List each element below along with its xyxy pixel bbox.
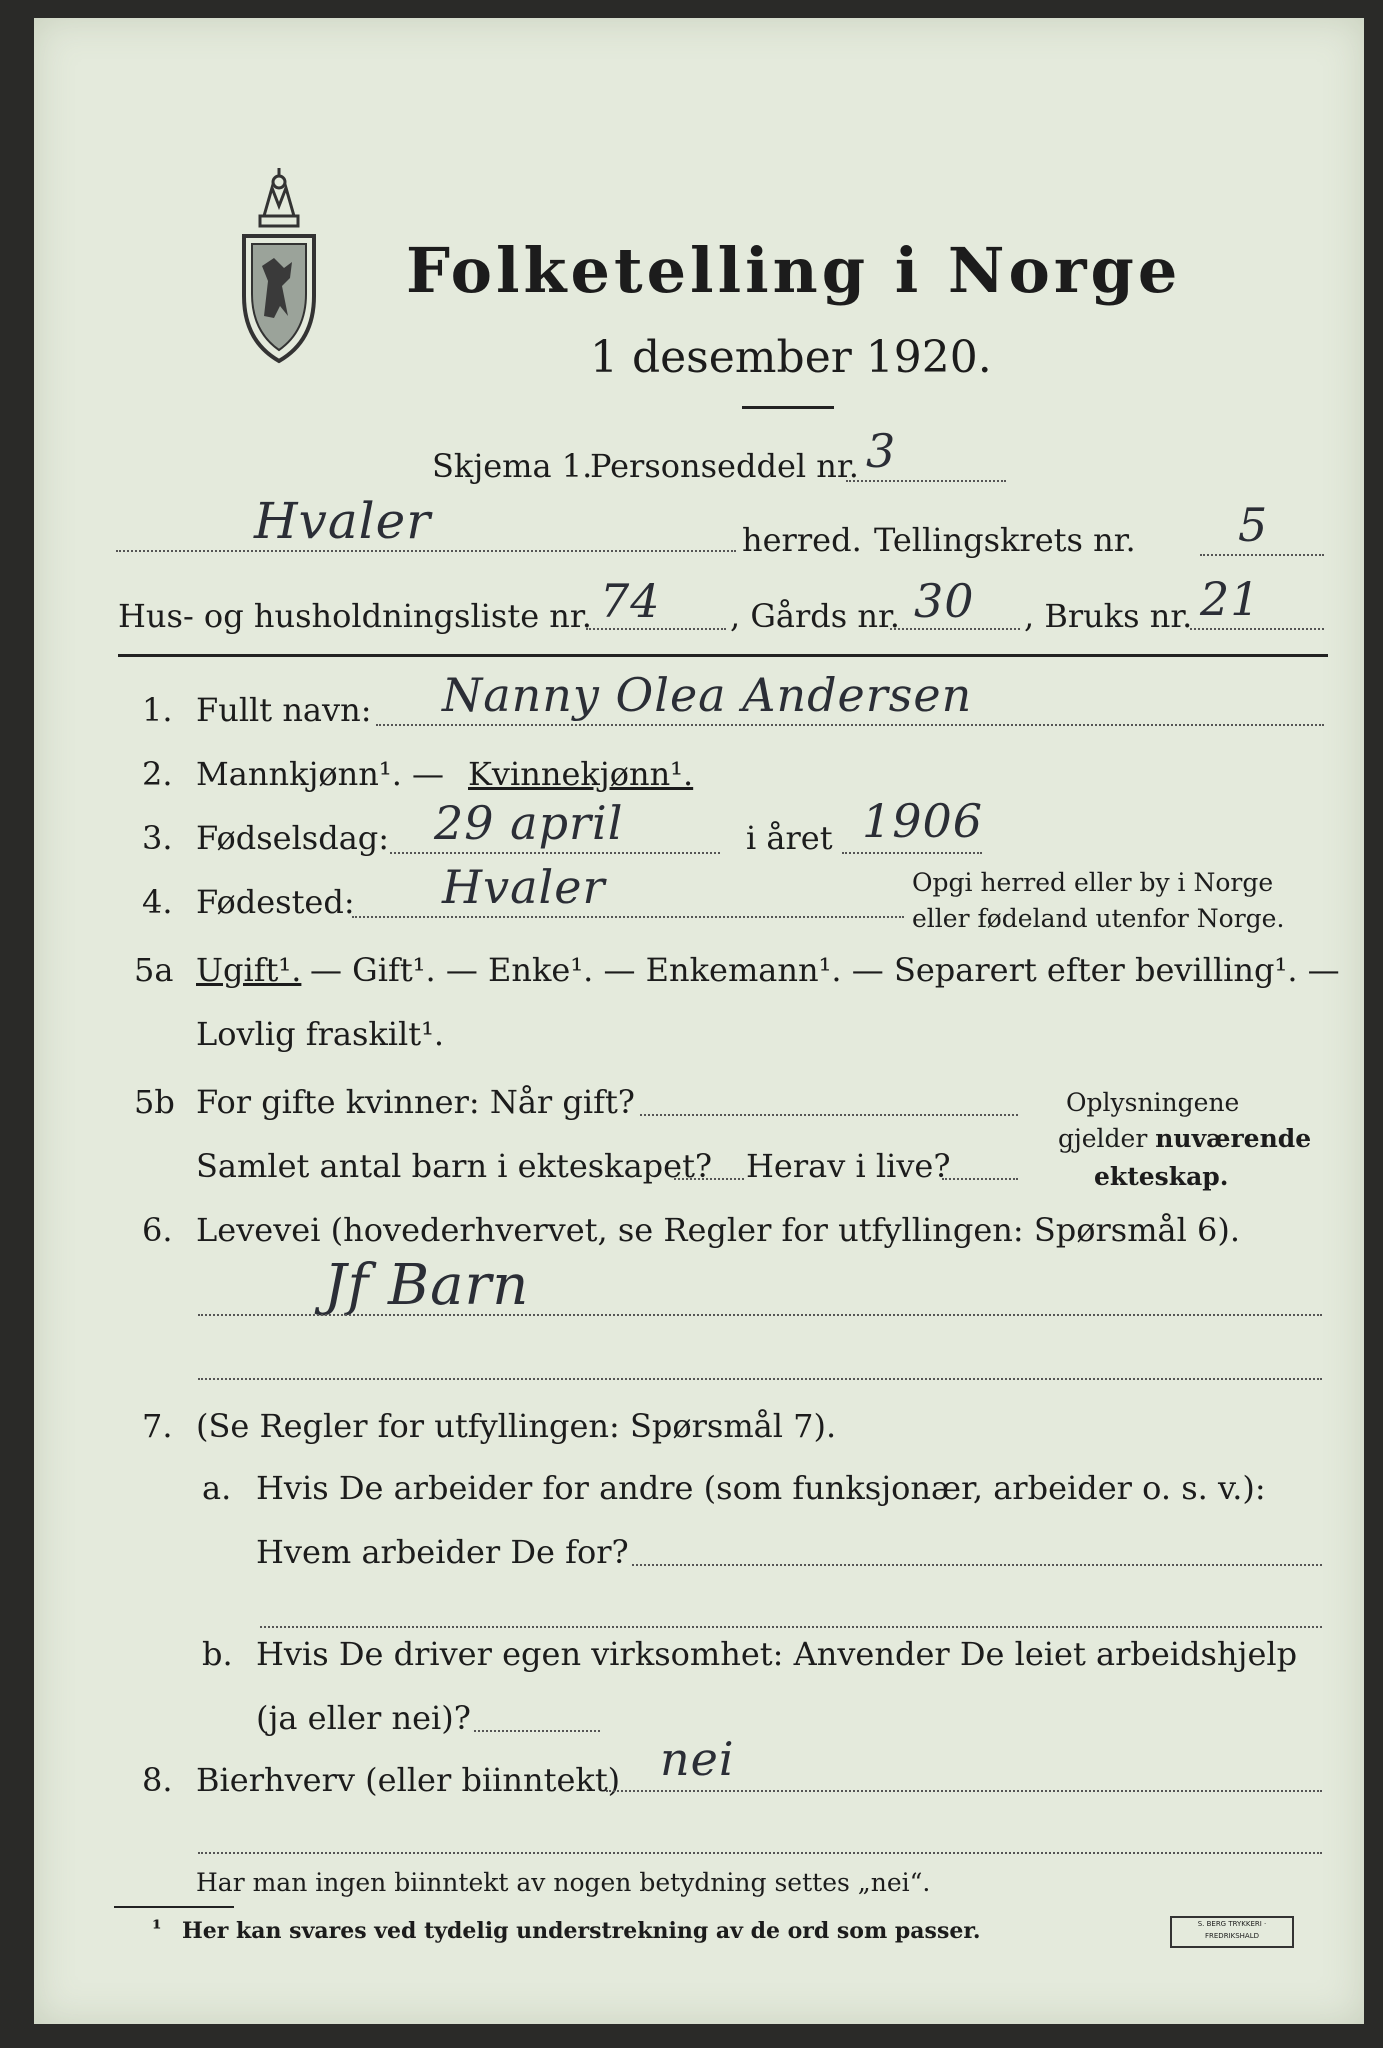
- hus-label: Hus- og husholdningsliste nr.: [118, 597, 592, 635]
- herred-label: herred.: [742, 521, 862, 559]
- q1-number: 1.: [142, 691, 173, 729]
- birth-year-value[interactable]: 1906: [862, 794, 984, 848]
- q7b-line-1: Hvis De driver egen virksomhet: Anvender De leiet arbeidshjelp: [256, 1635, 1298, 1673]
- side-income-note: Har man ingen biinntekt av nogen betydning settes „nei“.: [196, 1868, 931, 1897]
- q1-label: Fullt navn:: [196, 691, 372, 729]
- tellingskrets-value[interactable]: 5: [1238, 498, 1269, 552]
- skjema-label: Skjema 1.: [432, 447, 593, 485]
- q8-number: 8.: [142, 1761, 173, 1799]
- q2-number: 2.: [142, 755, 173, 793]
- hus-value[interactable]: 74: [600, 574, 661, 628]
- footnote-text: Her kan svares ved tydelig understrekning av de ord som passer.: [182, 1918, 981, 1944]
- coat-of-arms-icon: [234, 166, 324, 366]
- birthplace-value[interactable]: Hvaler: [442, 860, 606, 914]
- q4-number: 4.: [142, 883, 173, 921]
- title-divider: [742, 406, 834, 409]
- footnote-mark: ¹: [152, 1916, 162, 1942]
- q7b-number: b.: [202, 1635, 233, 1673]
- printer-mark: [1170, 1916, 1294, 1948]
- footnote-divider: [114, 1906, 234, 1908]
- form-title: Folketelling i Norge: [406, 234, 1182, 307]
- q7a-number: a.: [202, 1469, 232, 1507]
- q5b-line-1: For gifte kvinner: Når gift?: [196, 1083, 635, 1121]
- personseddel-label: Personseddel nr.: [590, 447, 859, 485]
- q3-number: 3.: [142, 819, 173, 857]
- q4-label: Fødested:: [196, 883, 355, 921]
- birthday-value[interactable]: 29 april: [434, 796, 624, 850]
- birthplace-note-1: Opgi herred eller by i Norge: [912, 868, 1274, 897]
- q6-label: Levevei (hovederhvervet, se Regler for utfyllingen: Spørsmål 6).: [196, 1211, 1241, 1249]
- q5b-number: 5b: [134, 1083, 175, 1121]
- header-divider: [118, 654, 1328, 657]
- gards-value[interactable]: 30: [914, 574, 975, 628]
- census-form: [34, 18, 1364, 2024]
- year-label: i året: [746, 819, 833, 857]
- marriage-note-1: Oplysningene: [1066, 1088, 1240, 1117]
- printer-text: S. BERG TRYKKERI · FREDRIKSHALD: [1197, 1920, 1267, 1940]
- q8-label: Bierhverv (eller biinntekt): [196, 1761, 621, 1799]
- q7-number: 7.: [142, 1407, 173, 1445]
- q7-label: (Se Regler for utfyllingen: Spørsmål 7).: [196, 1407, 837, 1445]
- q3-label: Fødselsdag:: [196, 819, 390, 857]
- herred-value[interactable]: Hvaler: [254, 492, 432, 550]
- occupation-value[interactable]: Jf Barn: [324, 1253, 530, 1318]
- civil-status-options[interactable]: — Gift¹. — Enke¹. — Enkemann¹. — Separert efter bevilling¹. —: [310, 951, 1340, 989]
- herav-label: Herav i live?: [746, 1147, 951, 1185]
- gards-label: , Gårds nr.: [730, 597, 900, 635]
- tellingskrets-label: Tellingskrets nr.: [874, 521, 1136, 559]
- bruks-value[interactable]: 21: [1200, 572, 1261, 626]
- q7a-line-2: Hvem arbeider De for?: [256, 1533, 629, 1571]
- bruks-label: , Bruks nr.: [1024, 597, 1193, 635]
- full-name-value[interactable]: Nanny Olea Andersen: [442, 668, 973, 722]
- form-date: 1 desember 1920.: [590, 332, 992, 383]
- ugift-option[interactable]: Ugift¹.: [196, 951, 302, 989]
- birthplace-note-2: eller fødeland utenfor Norge.: [912, 904, 1285, 933]
- q5a-number: 5a: [134, 951, 174, 989]
- marriage-note-3: ekteskap.: [1094, 1162, 1229, 1191]
- q5b-line-2: Samlet antal barn i ekteskapet?: [196, 1147, 713, 1185]
- male-option[interactable]: Mannkjønn¹. —: [196, 755, 445, 793]
- q6-number: 6.: [142, 1211, 173, 1249]
- q7a-line-1: Hvis De arbeider for andre (som funksjonær, arbeider o. s. v.):: [256, 1469, 1266, 1507]
- marriage-note-2: gjelder nuværende: [1058, 1124, 1312, 1153]
- q7b-line-2: (ja eller nei)?: [256, 1699, 471, 1737]
- female-option[interactable]: Kvinnekjønn¹.: [468, 755, 694, 793]
- lovlig-fraskilt-option[interactable]: Lovlig fraskilt¹.: [196, 1015, 445, 1053]
- side-income-value[interactable]: nei: [660, 1732, 735, 1786]
- personseddel-value[interactable]: 3: [866, 424, 897, 478]
